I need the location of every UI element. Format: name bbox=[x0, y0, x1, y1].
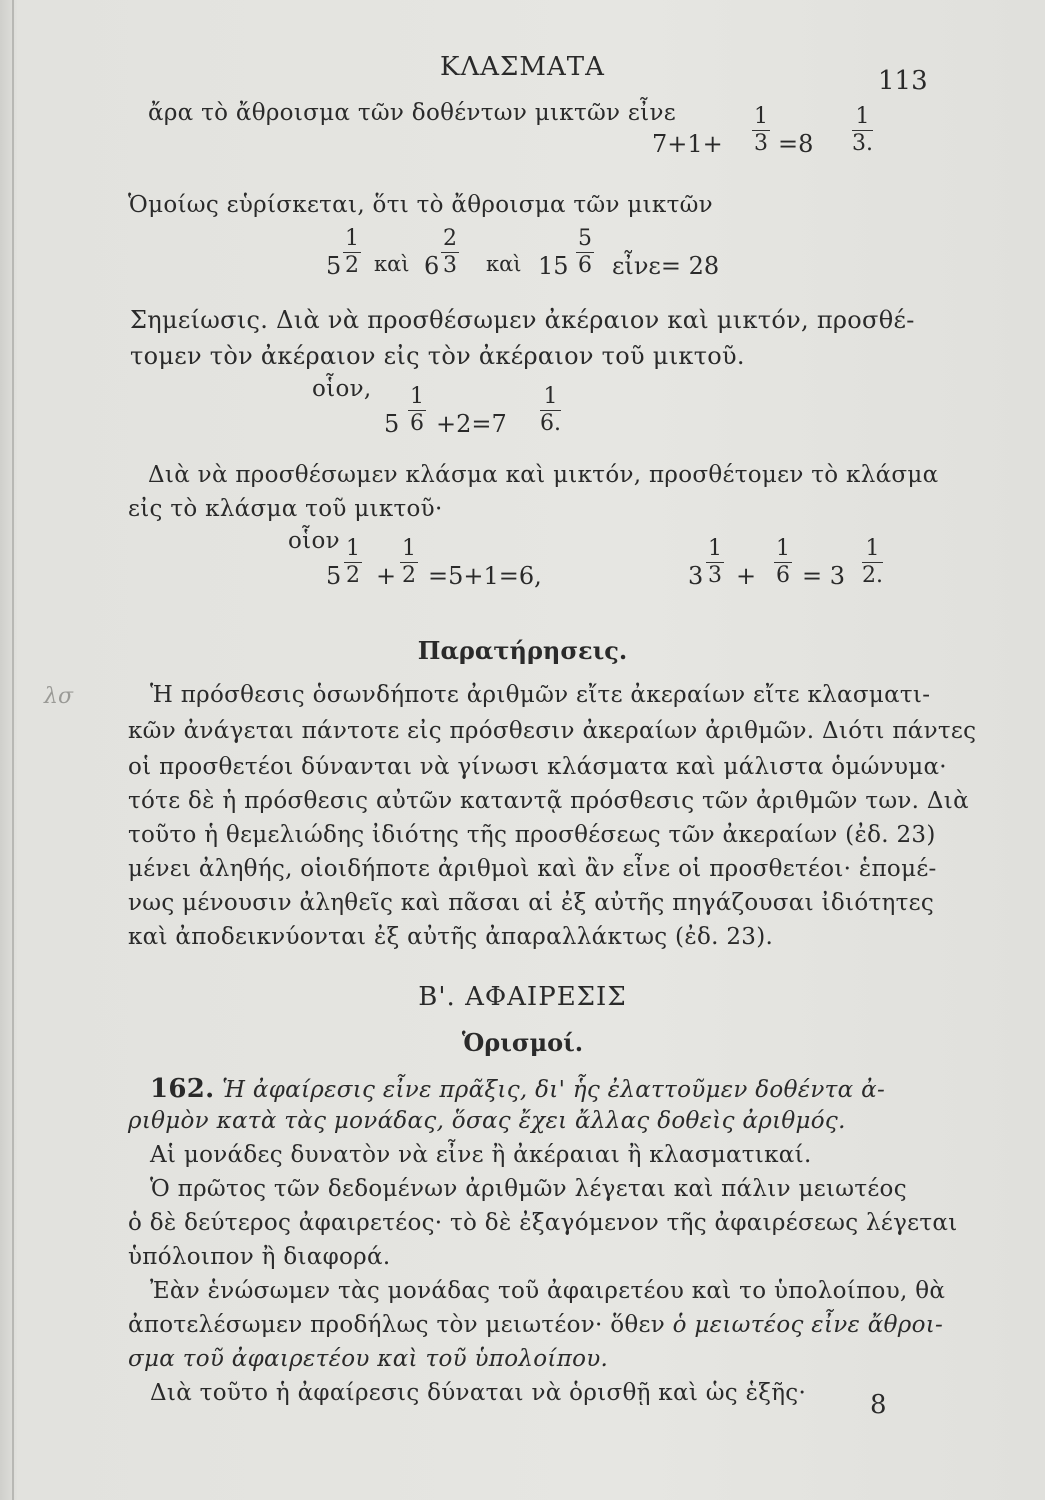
text-line: Ἐὰν ἑνώσωμεν τὰς μονάδας τοῦ ἀφαιρετέου καὶ το ὑπολοίπου, θὰ bbox=[150, 1278, 946, 1304]
denominator: 3. bbox=[852, 131, 873, 156]
denominator: 6 bbox=[578, 253, 592, 278]
whole-number: 15 bbox=[538, 252, 569, 280]
denominator: 6 bbox=[410, 411, 424, 436]
text-line: ἄρα τὸ ἄθροισμα τῶν δοθέντων μικτῶν εἶνε bbox=[148, 100, 676, 126]
page-number: 113 bbox=[878, 66, 928, 96]
text-line: σμα τοῦ ἀφαιρετέου καὶ τοῦ ὑπολοίπου. bbox=[128, 1346, 609, 1372]
fraction bbox=[540, 384, 561, 437]
text-segment: ἀποτελέσωμεν προδήλως τὸν μειωτέον· ὅθεν bbox=[128, 1312, 673, 1338]
text-line: τοῦτο ἡ θεμελιώδης ἰδιότης τῆς προσθέσεως τῶν ἀκεραίων (ἐδ. 23) bbox=[128, 822, 936, 848]
whole-number: 3 bbox=[688, 562, 704, 590]
eq-term: 7+1+ bbox=[652, 130, 723, 158]
definition-line: ριθμὸν κατὰ τὰς μονάδας, ὅσας ἔχει ἄλλας δοθεὶς ἀριθμός. bbox=[128, 1108, 846, 1134]
text-line: νως μένουσιν ἀληθεῖς καὶ πᾶσαι αἱ ἐξ αὐτῆς πηγάζουσαι ἰδιότητες bbox=[128, 890, 934, 916]
fraction bbox=[862, 536, 883, 589]
denominator: 2 bbox=[346, 563, 360, 588]
numerator: 1 bbox=[346, 536, 360, 561]
fraction bbox=[706, 536, 724, 589]
numerator: 1 bbox=[708, 536, 722, 561]
text-line: καὶ ἀποδεικνύονται ἐξ αὐτῆς ἀπαραλλάκτως (ἐδ. 23). bbox=[128, 924, 774, 950]
text-line: εἰς τὸ κλάσμα τοῦ μικτοῦ· bbox=[128, 496, 443, 522]
subheading-definitions: Ὁρισμοί. bbox=[461, 1028, 584, 1057]
whole-number: 5 bbox=[326, 562, 342, 590]
numerator: 1 bbox=[852, 104, 873, 131]
eq-term: +2=7 bbox=[436, 410, 507, 438]
section-heading: Β'. ΑΦΑΙΡΕΣΙΣ bbox=[418, 982, 627, 1012]
page-title: ΚΛΑΣΜΑΤΑ bbox=[440, 52, 605, 82]
text-line bbox=[128, 1312, 943, 1338]
denominator: 3 bbox=[754, 131, 768, 156]
text-line: οἷον bbox=[288, 528, 340, 554]
numerator: 5 bbox=[578, 226, 592, 251]
numerator: 1 bbox=[862, 536, 883, 563]
text-line: Ὁ πρῶτος τῶν δεδομένων ἀριθμῶν λέγεται καὶ πάλιν μειωτέος bbox=[150, 1176, 907, 1202]
margin-note: λσ bbox=[44, 684, 73, 709]
conjunction: καὶ bbox=[374, 252, 410, 276]
whole-number: 5 bbox=[384, 410, 400, 438]
subheading-observations: Παρατήρησεις. bbox=[417, 636, 628, 665]
signature-mark: 8 bbox=[870, 1390, 887, 1420]
denominator: 2 bbox=[345, 253, 359, 278]
fraction bbox=[774, 536, 792, 589]
text-line: Ἡ πρόσθεσις ὁσωνδήποτε ἀριθμῶν εἴτε ἀκεραίων εἴτε κλασματι- bbox=[150, 682, 931, 708]
text-line: Σημείωσις. Διὰ νὰ προσθέσωμεν ἀκέραιον καὶ μικτόν, προσθέ- bbox=[130, 306, 915, 334]
fraction bbox=[752, 104, 770, 157]
numerator: 1 bbox=[410, 384, 424, 409]
denominator: 3 bbox=[708, 563, 722, 588]
text-line: Διὰ τοῦτο ἡ ἀφαίρεσις δύναται νὰ ὁρισθῇ καὶ ὡς ἑξῆς· bbox=[150, 1380, 807, 1406]
emphasized-text: ὁ μειωτέος εἶνε ἄθροι- bbox=[672, 1312, 944, 1338]
fraction bbox=[852, 104, 873, 157]
denominator: 6. bbox=[540, 411, 561, 436]
text-line: τομεν τὸν ἀκέραιον εἰς τὸν ἀκέραιον τοῦ μικτοῦ. bbox=[130, 342, 745, 370]
fraction bbox=[400, 536, 418, 589]
fraction bbox=[344, 536, 362, 589]
numerator: 2 bbox=[443, 226, 457, 251]
eq-result: εἶνε= 28 bbox=[612, 252, 720, 280]
eq-term: + bbox=[736, 562, 757, 590]
text-line: ὁ δὲ δεύτερος ἀφαιρετέος· τὸ δὲ ἐξαγόμενον τῆς ἀφαιρέσεως λέγεται bbox=[128, 1210, 958, 1236]
denominator: 2 bbox=[402, 563, 416, 588]
denominator: 6 bbox=[776, 563, 790, 588]
text-line: τότε δὲ ἡ πρόσθεσις αὐτῶν καταντᾷ πρόσθεσις τῶν ἀριθμῶν των. Διὰ bbox=[128, 788, 969, 814]
fraction bbox=[343, 226, 361, 279]
paragraph-number: 162. bbox=[150, 1074, 215, 1104]
text-line: κῶν ἀνάγεται πάντοτε εἰς πρόσθεσιν ἀκεραίων ἀριθμῶν. Διότι πάντες bbox=[128, 718, 977, 744]
denominator: 3 bbox=[443, 253, 457, 278]
eq-term: =8 bbox=[778, 130, 814, 158]
text-line: οἱ προσθετέοι δύνανται νὰ γίνωσι κλάσματα καὶ μάλιστα ὁμώνυμα· bbox=[128, 754, 947, 780]
numerator: 1 bbox=[345, 226, 359, 251]
text-line: Ὁμοίως εὑρίσκεται, ὅτι τὸ ἄθροισμα τῶν μικτῶν bbox=[128, 192, 713, 218]
text-line: ὑπόλοιπον ἢ διαφορά. bbox=[128, 1244, 391, 1270]
numerator: 1 bbox=[540, 384, 561, 411]
whole-number: 6 bbox=[424, 252, 440, 280]
eq-term: + bbox=[376, 562, 397, 590]
definition-text: Ἡ ἀφαίρεσις εἶνε πρᾶξις, δι' ἧς ἐλαττοῦμεν δοθέντα ἀ- bbox=[222, 1077, 886, 1103]
conjunction: καὶ bbox=[486, 252, 522, 276]
numerator: 1 bbox=[402, 536, 416, 561]
numerator: 1 bbox=[776, 536, 790, 561]
eq-result: = 3 bbox=[802, 562, 846, 590]
denominator: 2. bbox=[862, 563, 883, 588]
text-line: μένει ἀληθής, οἱοιδήποτε ἀριθμοὶ καὶ ἂν εἶνε οἱ προσθετέοι· ἑπομέ- bbox=[128, 856, 937, 882]
text-line: Αἱ μονάδες δυνατὸν νὰ εἶνε ἢ ἀκέραιαι ἢ κλασματικαί. bbox=[150, 1142, 812, 1168]
fraction bbox=[441, 226, 459, 279]
text-line: Διὰ νὰ προσθέσωμεν κλάσμα καὶ μικτόν, προσθέτομεν τὸ κλάσμα bbox=[148, 462, 939, 488]
eq-result: =5+1=6, bbox=[428, 562, 542, 590]
numerator: 1 bbox=[754, 104, 768, 129]
text-line: οἷον, bbox=[312, 376, 372, 402]
fraction bbox=[408, 384, 426, 437]
fraction bbox=[576, 226, 594, 279]
definition-line bbox=[150, 1074, 885, 1104]
binding-edge bbox=[12, 0, 14, 1500]
whole-number: 5 bbox=[326, 252, 342, 280]
